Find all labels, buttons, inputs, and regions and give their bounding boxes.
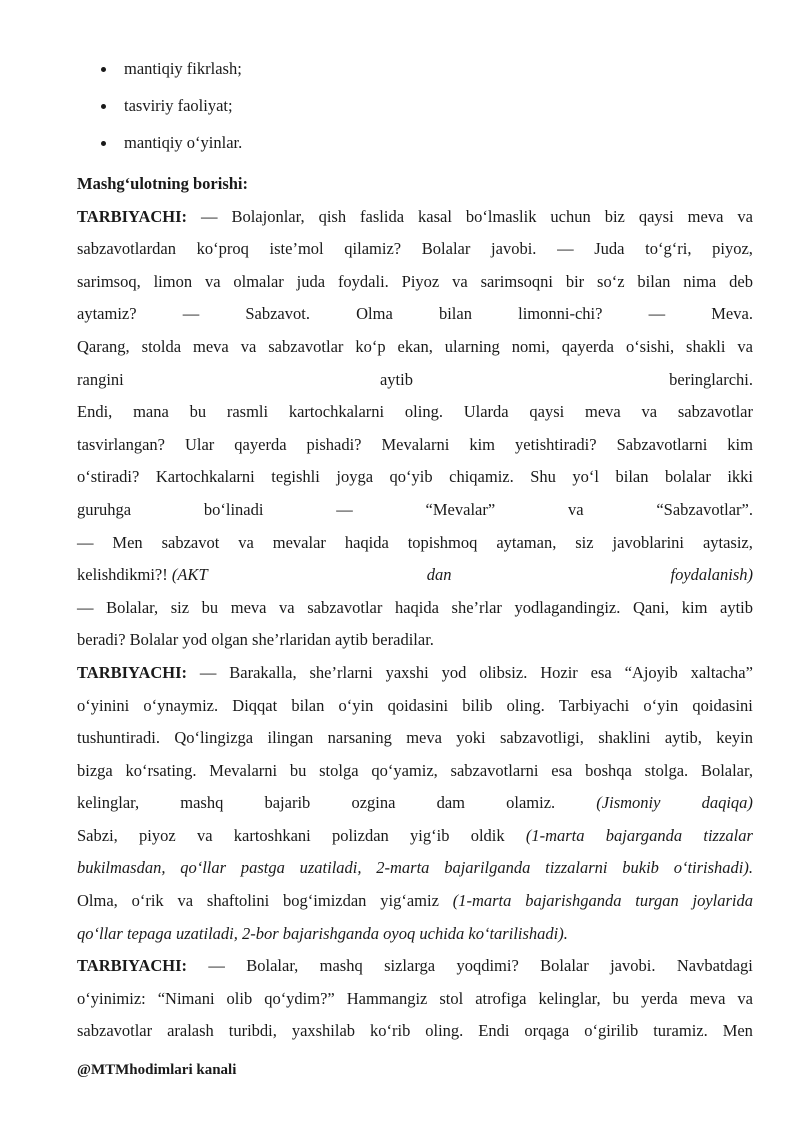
word: Men	[112, 532, 143, 552]
word: “Sabzavotlar”.	[656, 499, 753, 519]
word: yetishtiradi?	[515, 434, 597, 454]
text-run: kelishdikmi?!	[77, 565, 172, 585]
word: tegishli	[271, 467, 320, 487]
word: o‘ynaymiz.	[143, 695, 219, 715]
word: sarimsoq,	[77, 271, 141, 291]
word: Tarbiyachi	[558, 695, 630, 715]
word: qo‘yib	[389, 467, 433, 487]
text-line: beradi? Bolalar yod olgan she’rlaridan aytib beradilar.	[77, 630, 434, 650]
word: rasmli	[226, 402, 269, 422]
word: ko‘rib	[370, 1021, 411, 1041]
word: —	[201, 206, 218, 226]
word: she’rlarni	[309, 662, 373, 682]
word: foydali.	[337, 271, 389, 291]
text-line	[77, 364, 753, 397]
word: stolga	[319, 760, 359, 780]
word: Hozir	[540, 662, 578, 682]
word: biz	[604, 206, 625, 226]
word: “Mevalar”	[425, 499, 496, 519]
word: Bolalar,	[246, 956, 299, 976]
word: keyin	[716, 728, 753, 748]
word: nima	[683, 271, 717, 291]
word: mana	[133, 402, 169, 422]
word: qaysi	[638, 206, 674, 226]
word: dam	[436, 793, 465, 813]
word: esa	[551, 760, 573, 780]
word: piyoz	[139, 825, 176, 845]
word: daqiqa)	[701, 793, 753, 813]
word: —	[77, 532, 94, 552]
word: qilamiz?	[344, 239, 402, 259]
text-line: qo‘llar tepaga uzatiladi, 2-bor bajarishganda oyoq uchida ko‘tarilishadi).	[77, 923, 568, 943]
word: va	[737, 206, 753, 226]
word: Bolajonlar,	[231, 206, 305, 226]
text-run: (AKT	[171, 565, 208, 585]
word: limon	[153, 271, 193, 291]
word: bilan	[438, 304, 472, 324]
word: meva	[687, 206, 724, 226]
word: “Ajoyib	[624, 662, 678, 682]
word: kim	[727, 434, 753, 454]
bullet-icon	[101, 141, 106, 146]
word: ko‘rsating.	[125, 760, 197, 780]
text-line: Qarang, stolda meva va sabzavotlar ko‘p ekan, ularning nomi, qayerda o‘sishi, shakli va	[77, 336, 753, 356]
text-line	[77, 233, 753, 266]
word: olmalar	[233, 271, 284, 291]
word: orqaga	[524, 1021, 570, 1041]
word: TARBIYACHI:	[77, 206, 188, 226]
word: oling.	[425, 1021, 464, 1041]
word: tasvirlangan?	[77, 434, 165, 454]
word: faslida	[360, 206, 405, 226]
word: bo‘lmaslik	[465, 206, 537, 226]
word: yo‘l	[572, 467, 600, 487]
word: (1-marta	[525, 825, 585, 845]
word: boshqa	[585, 760, 632, 780]
word: Bolalar,	[700, 760, 753, 780]
list-item	[77, 130, 242, 167]
word: tushuntiradi.	[77, 728, 160, 748]
word: yig‘ib	[410, 825, 450, 845]
word: mevalar	[272, 532, 326, 552]
word: ozgina	[351, 793, 396, 813]
text-line	[77, 559, 753, 592]
word: pishadi?	[306, 434, 362, 454]
word: aytib,	[664, 728, 702, 748]
text-line	[77, 787, 753, 820]
text-line	[77, 690, 753, 723]
text-line	[77, 1015, 753, 1048]
text-line	[77, 429, 753, 462]
word: va	[452, 271, 468, 291]
word: va	[567, 499, 584, 519]
word: —	[557, 239, 574, 259]
word: Navbatdagi	[676, 956, 753, 976]
word: ikki	[727, 467, 753, 487]
word: limonni-chi?	[518, 304, 603, 324]
word: va	[641, 402, 658, 422]
word: sizlarga	[384, 956, 436, 976]
word: sabzavotlar	[677, 402, 753, 422]
word: —	[208, 956, 225, 976]
word: Ularda	[463, 402, 509, 422]
word: oldik	[470, 825, 505, 845]
word	[77, 559, 208, 592]
word: haqida	[344, 532, 389, 552]
text-line	[77, 494, 753, 527]
word: juda	[296, 271, 326, 291]
word: Olma	[356, 304, 393, 324]
word: kartoshkani	[233, 825, 311, 845]
text-line	[77, 657, 753, 690]
list-item-text: tasviriy faoliyat;	[124, 96, 233, 115]
bullet-list	[77, 56, 242, 167]
word: va	[196, 825, 213, 845]
word: Piyoz	[401, 271, 440, 291]
word: yod	[441, 662, 467, 682]
word: shaklini	[598, 728, 651, 748]
word: olibsiz.	[479, 662, 528, 682]
word: javobi.	[491, 239, 537, 259]
word: Barakalla,	[229, 662, 297, 682]
word: olamiz.	[506, 793, 556, 813]
word: bilan	[615, 467, 649, 487]
text-run: Olma, o‘rik va shaftolini bog‘imizdan yig‘amiz	[77, 891, 453, 911]
list-item-text: mantiqiy fikrlash;	[124, 59, 242, 78]
word: Mevalarni	[209, 760, 278, 780]
text-line	[77, 201, 753, 234]
word: qoidasini	[692, 695, 753, 715]
word: Sabzavot.	[245, 304, 310, 324]
word: joyga	[336, 467, 374, 487]
word: bilib	[462, 695, 493, 715]
text-line	[77, 755, 753, 788]
bullet-icon	[101, 104, 106, 109]
word: guruhga	[77, 499, 132, 519]
word: so‘z	[597, 271, 625, 291]
word: topishmoq	[407, 532, 478, 552]
word: (Jismoniy	[596, 793, 661, 813]
word: Sabzi,	[77, 825, 118, 845]
word: sabzavotlardan	[77, 239, 176, 259]
word: TARBIYACHI:	[77, 956, 188, 976]
word: ko‘proq	[196, 239, 249, 259]
word: —	[336, 499, 353, 519]
word: aytasiz,	[702, 532, 753, 552]
text-run: (1-marta bajarishganda turgan joylarida	[452, 891, 754, 911]
word: bajarganda	[605, 825, 683, 845]
word: qaysi	[529, 402, 565, 422]
word: Bolalar	[421, 239, 471, 259]
word: tizzalar	[703, 825, 753, 845]
word: bizga	[77, 760, 113, 780]
word: kartochkalarni	[288, 402, 385, 422]
body-text	[77, 168, 753, 1048]
section-heading: Mashg‘ulotning borishi:	[77, 174, 248, 193]
word: Sabzavotlarni	[616, 434, 708, 454]
word: o‘yin	[338, 695, 374, 715]
word: Ular	[184, 434, 215, 454]
word: Endi	[478, 1021, 510, 1041]
text-line	[77, 722, 753, 755]
word: bu	[289, 760, 307, 780]
word: beringlarchi.	[669, 369, 753, 389]
word: deb	[729, 271, 753, 291]
word: javobi.	[610, 956, 656, 976]
word: foydalanish)	[670, 565, 753, 585]
bullet-icon	[101, 67, 106, 72]
word: oling.	[506, 695, 545, 715]
word: chiqamiz.	[449, 467, 514, 487]
word: qish	[318, 206, 347, 226]
list-item-text: mantiqiy o‘yinlar.	[124, 133, 243, 152]
word: narsaning	[327, 728, 392, 748]
word: va	[204, 271, 221, 291]
text-line	[77, 396, 753, 429]
text-line	[77, 527, 753, 560]
word: uchun	[550, 206, 591, 226]
word: o‘yinini	[77, 695, 130, 715]
word: o‘yin	[643, 695, 679, 715]
word: o‘girilib	[584, 1021, 639, 1041]
text-line	[77, 266, 753, 299]
text-line	[77, 950, 753, 983]
word: dan	[426, 565, 452, 585]
text-line	[77, 461, 753, 494]
word: sarimsoqni	[480, 271, 553, 291]
word: bilan	[637, 271, 671, 291]
word: o‘stiradi?	[77, 467, 140, 487]
list-item	[77, 56, 242, 93]
word: piyoz,	[712, 239, 753, 259]
word: bajarib	[264, 793, 311, 813]
word: sabzavotlarni	[450, 760, 539, 780]
word: polizdan	[331, 825, 389, 845]
word: Endi,	[77, 402, 113, 422]
word: va	[238, 532, 254, 552]
word: bilan	[291, 695, 325, 715]
word: aralash	[167, 1021, 214, 1041]
word: meva	[585, 402, 621, 422]
word: turamiz.	[653, 1021, 708, 1041]
word: bolalar	[665, 467, 711, 487]
word: qoidasini	[387, 695, 449, 715]
word: Mevalarni	[381, 434, 450, 454]
list-item	[77, 93, 242, 130]
text-line	[77, 298, 753, 331]
word: yoki	[456, 728, 486, 748]
text-line: — Bolalar, siz bu meva va sabzavotlar haqida she’rlar yodlagandingiz. Qani, kim aytib	[77, 597, 753, 617]
word: yaxshilab	[291, 1021, 356, 1041]
word: kim	[469, 434, 495, 454]
word: stolga.	[644, 760, 689, 780]
word: sabzavot	[161, 532, 220, 552]
word: kasal	[418, 206, 452, 226]
word: iste’mol	[269, 239, 324, 259]
word: qo‘yamiz,	[371, 760, 438, 780]
word: xaltacha”	[690, 662, 753, 682]
word: sabzavotligi,	[499, 728, 584, 748]
word: —	[648, 304, 666, 324]
text-line: o‘yinimiz: “Nimani olib qo‘ydim?” Hammangiz stol atrofiga kelinglar, bu yerda meva va	[77, 988, 753, 1008]
word: ilingan	[267, 728, 314, 748]
word: rangini	[77, 369, 124, 389]
word: yoqdimi?	[456, 956, 519, 976]
word: Men	[722, 1021, 753, 1041]
word: Kartochkalarni	[155, 467, 255, 487]
word: esa	[590, 662, 612, 682]
text-line: bukilmasdan, qo‘llar pastga uzatiladi, 2-marta bajarilganda tizzalarni bukib o‘tirishadi).	[77, 858, 753, 878]
paragraph-lines	[77, 201, 753, 1048]
word: Meva.	[711, 304, 753, 324]
word: qayerda	[234, 434, 287, 454]
word: siz	[575, 532, 594, 552]
text-line	[77, 885, 753, 918]
word: mashq	[319, 956, 363, 976]
word: sabzavotlar	[77, 1021, 153, 1041]
word: meva	[406, 728, 442, 748]
word: TARBIYACHI:	[77, 662, 188, 682]
word: Qo‘lingizga	[174, 728, 254, 748]
text-line	[77, 820, 753, 853]
word: Diqqat	[232, 695, 278, 715]
word: kelinglar,	[77, 793, 140, 813]
word: bo‘linadi	[203, 499, 264, 519]
word: javoblarini	[612, 532, 685, 552]
word: aytaman,	[496, 532, 557, 552]
word: bir	[565, 271, 585, 291]
word: oling.	[404, 402, 443, 422]
word: mashq	[180, 793, 224, 813]
word: aytib	[379, 369, 413, 389]
word: turibdi,	[228, 1021, 277, 1041]
footer-channel: @MTMhodimlari kanali	[77, 1062, 237, 1078]
word: aytamiz?	[77, 304, 137, 324]
word: to‘g‘ri,	[645, 239, 692, 259]
word: Bolalar	[540, 956, 589, 976]
word: yaxshi	[385, 662, 429, 682]
word: bu	[189, 402, 207, 422]
word: —	[199, 662, 217, 682]
word: Juda	[594, 239, 625, 259]
word: —	[182, 304, 200, 324]
word: Shu	[530, 467, 556, 487]
